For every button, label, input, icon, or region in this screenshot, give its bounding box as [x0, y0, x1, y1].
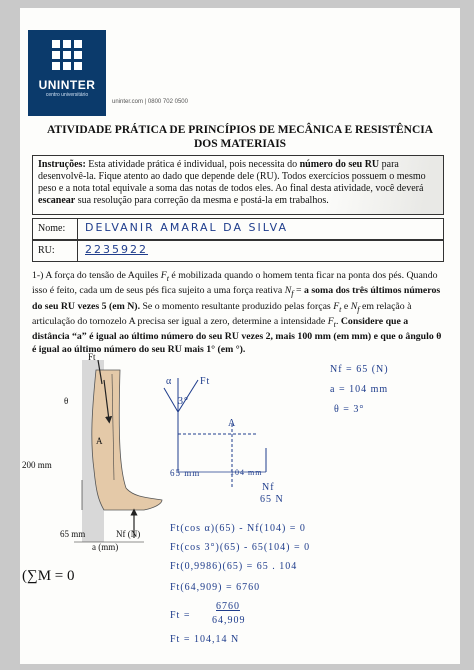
question-1: 1-) A força do tensão de Aquiles $F_t$ é mobilizada quando o homem tenta ficar na ponta dos pés. Quando isso é feito, cada um de seus pés fica sujeito a uma força reativa $N_f = a$ soma dos três últimos números do seu RU vezes 5 (em N). Se o momento resultante produzido pelas forças $F_t$ e $N_f$ em relação à articulação do tornozelo A precisa ser igual a zero, determine a intensidade $F_t$. Considere que a distância “a” é igual ao último número do seu RU vezes 2, mais 100 mm (em mm) e que o ângulo θ é igual ao último número do seu RU mais 1° (em °). — [32, 270, 442, 355]
name-row — [32, 218, 444, 240]
equation-2: Ft(cos 3°)(65) - 65(104) = 0 — [170, 542, 311, 553]
name-value: DELVANIR AMARAL DA SILVA — [85, 221, 288, 234]
ft-sketch-label: Ft — [200, 376, 211, 387]
instructions-bold-2: escanear — [38, 195, 76, 206]
dim-200-label: 200 mm — [22, 460, 52, 470]
sum-moments: (∑M = 0 — [22, 568, 75, 584]
theta-label: θ — [64, 396, 69, 406]
free-body-sketch — [148, 376, 288, 494]
equation-6: Ft = 104,14 N — [170, 634, 240, 645]
equation-5-denominator: 64,909 — [212, 615, 246, 626]
row-divider — [77, 241, 78, 261]
logo-subtitle: centro universitário — [45, 92, 89, 98]
document-title: ATIVIDADE PRÁTICA DE PRINCÍPIOS DE MECÂNICA E RESISTÊNCIA DOS MATERIAIS — [46, 124, 434, 150]
question-text-3: Se o momento resultante produzido pelas forças — [140, 300, 334, 312]
equation-5-numerator: 6760 — [216, 601, 240, 612]
instructions-text-1: Esta atividade prática é individual, pois necessita do — [85, 159, 300, 170]
logo-grid-icon — [50, 38, 84, 72]
instructions-heading: Instruções: — [38, 159, 86, 170]
dim-65-sketch: 65 mm — [170, 468, 201, 478]
contact-line: uninter.com | 0800 702 0500 — [112, 99, 188, 105]
question-text-1: 1-) A força do tensão de Aquiles — [32, 270, 161, 281]
instructions-text-3: sua resolução para correção da mesma e postá-la em trabalhos. — [75, 195, 329, 206]
name-label: Nome: — [38, 223, 66, 234]
nf-label: Nf (N) — [116, 529, 141, 539]
document-page — [20, 8, 460, 664]
ru-label: RU: — [38, 245, 55, 256]
point-a-sketch: A — [228, 418, 237, 429]
row-divider — [77, 219, 78, 239]
given-a: a = 104 mm — [330, 384, 389, 395]
logo-name: UNINTER — [38, 78, 96, 92]
instructions-text-2: para desenvolvê-la. Fique atento ao dado que depende dele (RU). Todos exercícios possuem o mesmo peso e a nota total equivale a soma das notas de todos eles. Ao final desta atividade, você deverá — [38, 159, 426, 194]
dim-65-label: 65 mm — [60, 529, 86, 539]
uninter-logo — [28, 30, 106, 116]
nf-value-sketch: 65 N — [260, 494, 284, 505]
question-text-2: é mobilizada quando o homem tenta ficar na ponta dos pés. Quando isso é feito, cada um de seus pés fica sujeito a uma força reativa — [32, 270, 438, 297]
a-mm-label: a (mm) — [92, 542, 119, 552]
ru-value: 2235922 — [85, 243, 148, 256]
ru-row — [32, 240, 444, 262]
angle-label: 3° — [178, 396, 189, 407]
nf-sketch: Nf — [262, 482, 275, 493]
given-theta: θ = 3° — [334, 404, 365, 415]
ft-label: Ft — [88, 352, 96, 362]
equation-3: Ft(0,9986)(65) = 65 . 104 — [170, 561, 298, 572]
question-bold-2: Considere que a distância “a” é igual ao último número do seu RU vezes 2, mais 100 mm (em mm) e que o ângulo θ é igual ao último número do seu RU mais 1° (em °). — [32, 316, 442, 355]
equation-1: Ft(cos α)(65) - Nf(104) = 0 — [170, 523, 306, 534]
given-nf: Nf = 65 (N) — [330, 364, 389, 375]
equation-5-lhs: Ft = — [170, 610, 191, 621]
instructions-bold-1: número do seu RU — [299, 159, 380, 170]
point-a-label: A — [96, 436, 103, 446]
equation-4: Ft(64,909) = 6760 — [170, 582, 261, 593]
dim-104-sketch: 104 mm — [230, 468, 263, 477]
question-text-4: em relação à articulação do tornozelo A precisa ser igual a zero, determine a intensidade — [32, 300, 412, 328]
instructions-box — [32, 155, 444, 215]
question-bold-1: soma dos três últimos números do seu RU vezes 5 (em N). — [32, 285, 441, 312]
alpha-label: α — [166, 376, 173, 387]
